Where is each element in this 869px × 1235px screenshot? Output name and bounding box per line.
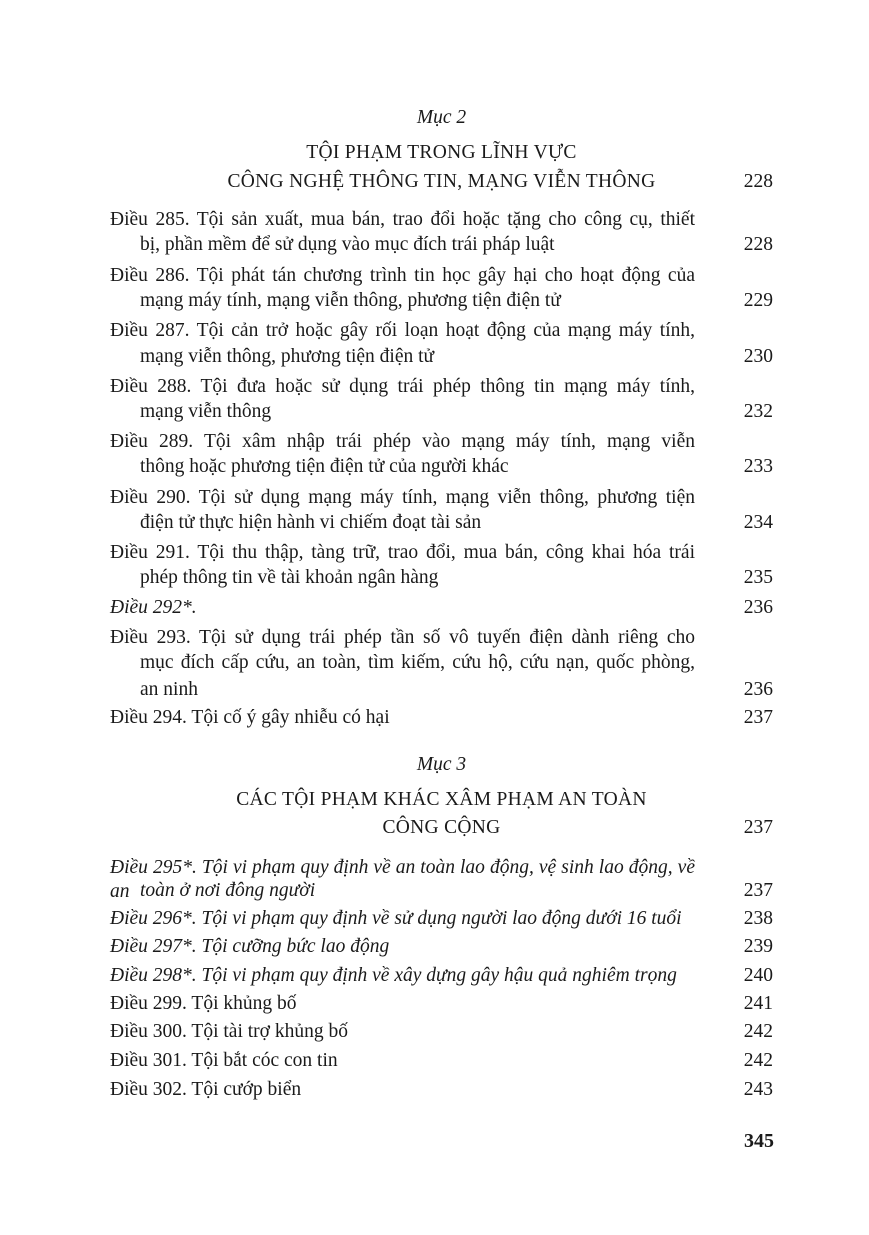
toc-entry-line[interactable]: phép thông tin về tài khoản ngân hàng — [140, 567, 439, 588]
toc-entry-page-number[interactable]: 232 — [743, 401, 773, 422]
toc-entry-line[interactable]: Điều 302. Tội cướp biển — [110, 1079, 302, 1100]
toc-entry-page-number[interactable]: 241 — [743, 993, 773, 1014]
toc-entry-page-number[interactable]: 238 — [743, 908, 773, 929]
toc-entry-line[interactable]: Điều 288. Tội đưa hoặc sử dụng trái phép thông tin mạng máy tính, — [110, 376, 695, 397]
toc-entry-page-number[interactable]: 234 — [743, 512, 773, 533]
toc-entry-page-number[interactable]: 230 — [743, 346, 773, 367]
toc-entry-line[interactable]: Điều 299. Tội khủng bố — [110, 993, 297, 1014]
toc-entry-line[interactable]: Điều 296*. Tội vi phạm quy định về sử dụng người lao động dưới 16 tuổi — [110, 908, 682, 929]
toc-entry-line[interactable]: điện tử thực hiện hành vi chiếm đoạt tài sản — [140, 512, 482, 533]
toc-entry-line[interactable]: mạng viễn thông, phương tiện điện tử — [140, 346, 435, 367]
toc-entry-line[interactable]: Điều 294. Tội cố ý gây nhiễu có hại — [110, 707, 390, 728]
toc-entry-line[interactable]: thông hoặc phương tiện điện tử của người khác — [140, 456, 509, 477]
toc-entry-line[interactable]: Điều 300. Tội tài trợ khủng bố — [110, 1021, 348, 1042]
section-label: Mục 3 — [416, 754, 467, 775]
section-page-number: 228 — [743, 171, 773, 192]
toc-entry-page-number[interactable]: 242 — [743, 1021, 773, 1042]
toc-entry-page-number[interactable]: 229 — [743, 290, 773, 311]
toc-entry-page-number[interactable]: 243 — [743, 1079, 773, 1100]
toc-entry-line[interactable]: Điều 295*. Tội vi phạm quy định về an toàn lao động, vệ sinh lao động, về an — [110, 857, 695, 902]
toc-entry-page-number[interactable]: 237 — [743, 707, 773, 728]
section-label: Mục 2 — [416, 107, 467, 128]
toc-entry-line[interactable]: mạng máy tính, mạng viễn thông, phương tiện điện tử — [140, 290, 561, 311]
toc-entry-line[interactable]: an ninh — [140, 679, 198, 700]
toc-entry-line[interactable]: Điều 290. Tội sử dụng mạng máy tính, mạng viễn thông, phương tiện — [110, 487, 695, 508]
toc-entry-page-number[interactable]: 237 — [743, 880, 773, 901]
toc-entry-line[interactable]: Điều 293. Tội sử dụng trái phép tần số vô tuyến điện dành riêng cho — [110, 627, 695, 648]
section-page-number: 237 — [743, 817, 773, 838]
toc-entry-line[interactable]: Điều 285. Tội sản xuất, mua bán, trao đổi hoặc tặng cho công cụ, thiết — [110, 209, 695, 230]
toc-entry-line[interactable]: bị, phần mềm để sử dụng vào mục đích trái pháp luật — [140, 234, 555, 255]
section-title: TỘI PHẠM TRONG LĨNH VỰC — [306, 142, 577, 163]
toc-entry-line[interactable]: Điều 292*. — [110, 597, 197, 618]
toc-entry-page-number[interactable]: 236 — [743, 679, 773, 700]
toc-entry-page-number[interactable]: 228 — [743, 234, 773, 255]
toc-entry-page-number[interactable]: 236 — [743, 597, 773, 618]
toc-entry-line[interactable]: Điều 289. Tội xâm nhập trái phép vào mạng máy tính, mạng viễn — [110, 431, 695, 452]
toc-entry-page-number[interactable]: 242 — [743, 1050, 773, 1071]
toc-entry-line[interactable]: Điều 298*. Tội vi phạm quy định về xây dựng gây hậu quả nghiêm trọng — [110, 965, 677, 986]
toc-entry-line[interactable]: mạng viễn thông — [140, 401, 272, 422]
toc-entry-line[interactable]: Điều 287. Tội cản trở hoặc gây rối loạn hoạt động của mạng máy tính, — [110, 320, 695, 341]
toc-entry-line[interactable]: mục đích cấp cứu, an toàn, tìm kiếm, cứu hộ, cứu nạn, quốc phòng, — [140, 652, 695, 673]
toc-entry-line[interactable]: Điều 297*. Tội cưỡng bức lao động — [110, 936, 390, 957]
toc-entry-page-number[interactable]: 235 — [743, 567, 773, 588]
toc-entry-line[interactable]: toàn ở nơi đông người — [140, 880, 316, 901]
toc-entry-page-number[interactable]: 233 — [743, 456, 773, 477]
toc-entry-page-number[interactable]: 240 — [743, 965, 773, 986]
page-number: 345 — [744, 1130, 774, 1152]
toc-entry-line[interactable]: Điều 286. Tội phát tán chương trình tin học gây hại cho hoạt động của — [110, 265, 695, 286]
toc-entry-line[interactable]: Điều 301. Tội bắt cóc con tin — [110, 1050, 338, 1071]
toc-entry-line[interactable]: Điều 291. Tội thu thập, tàng trữ, trao đổi, mua bán, công khai hóa trái — [110, 542, 695, 563]
section-title: CÔNG CỘNG — [382, 817, 501, 838]
section-title: CÔNG NGHỆ THÔNG TIN, MẠNG VIỄN THÔNG — [227, 171, 656, 192]
toc-entry-page-number[interactable]: 239 — [743, 936, 773, 957]
section-title: CÁC TỘI PHẠM KHÁC XÂM PHẠM AN TOÀN — [236, 789, 647, 810]
